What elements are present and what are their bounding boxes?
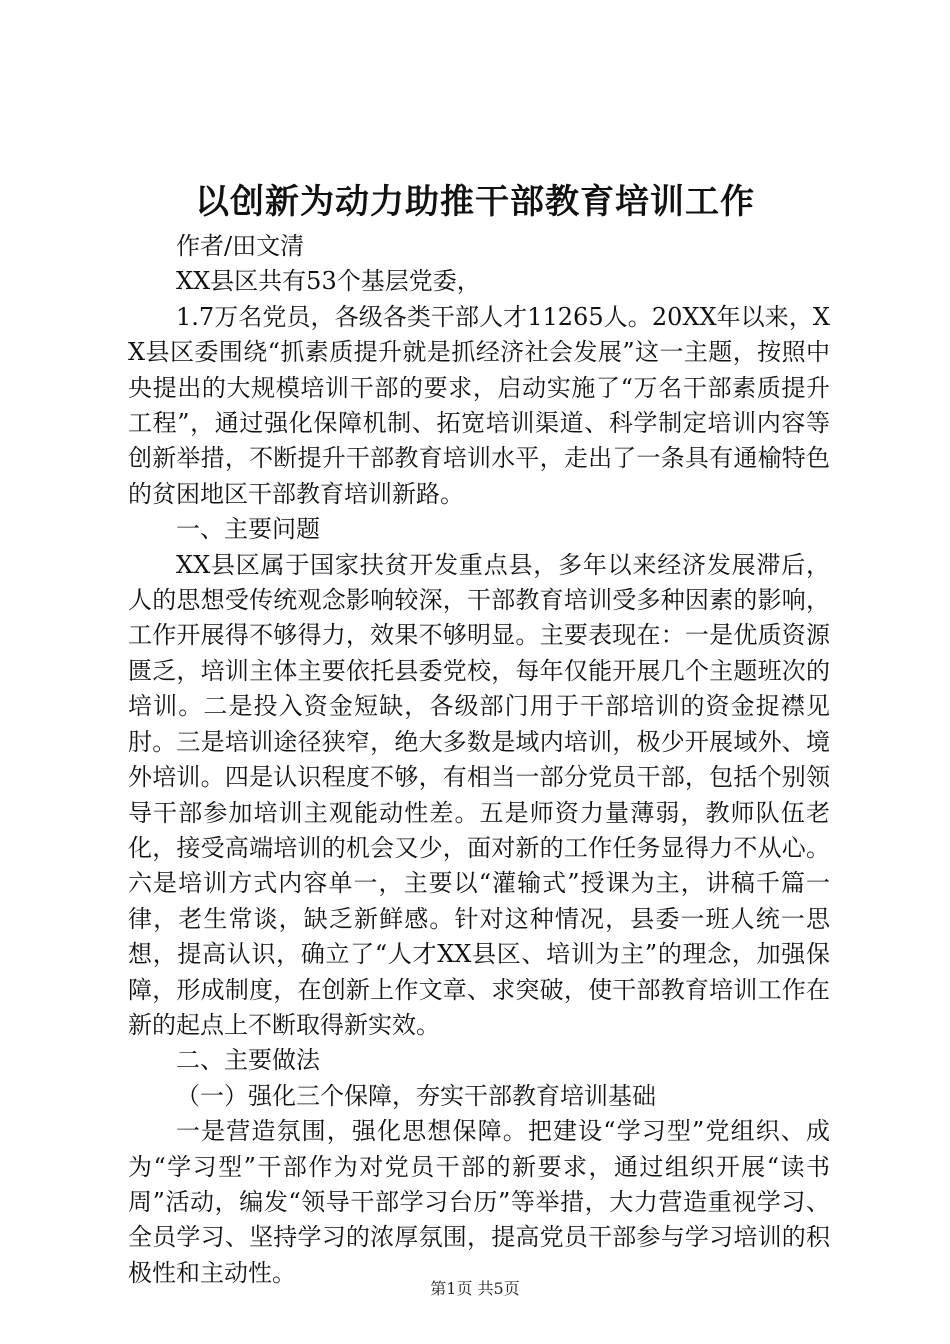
document-title: 以创新为动力助推干部教育培训工作 — [195, 182, 755, 222]
paragraph-intro-2: 1.7万名党员，各级各类干部人才11265人。20XX年以来，XX县区委围绕“抓素质提升就是抓经济社会发展”这一主题，按照中央提出的大规模培训干部的要求，启动实施了“万名干部素质提升工程”，通过强化保障机制、拓宽培训渠道、科学制定培训内容等创新举措，不断提升干部教育培训水平，走出了一条具有通榆特色的贫困地区干部教育培训新路。 — [128, 302, 830, 508]
paragraph-problems: XX县区属于国家扶贫开发重点县，多年以来经济发展滞后，人的思想受传统观念影响较深，干部教育培训受多种因素的影响，工作开展得不够得力，效果不够明显。主要表现在：一是优质资源匮乏，培训主体主要依托县委党校，每年仅能开展几个主题班次的培训。二是投入资金短缺，各级部门用于干部培训的资金捉襟见肘。三是培训途径狭窄，绝大多数是域内培训，极少开展域外、境外培训。四是认识程度不够，有相当一部分党员干部，包括个别领导干部参加培训主观能动性差。五是师资力量薄弱，教师队伍老化，接受高端培训的机会又少，面对新的工作任务显得力不从心。六是培训方式内容单一，主要以“灌输式”授课为主，讲稿千篇一律，老生常谈，缺乏新鲜感。针对这种情况，县委一班人统一思想，提高认识，确立了“人才XX县区、培训为主”的理念，加强保障，形成制度，在创新上作文章、求突破，使干部教育培训工作在新的起点上不断取得新实效。 — [128, 550, 830, 1039]
paragraph-intro-1: XX县区共有53个基层党委， — [176, 267, 481, 296]
section-heading-problems: 一、主要问题 — [176, 515, 320, 544]
author-line: 作者/田文清 — [176, 232, 305, 260]
paragraph-atmosphere: 一是营造氛围，强化思想保障。把建设“学习型”党组织、成为“学习型”干部作为对党员干部的新要求，通过组织开展“读书周”活动，编发“领导干部学习台历”等举措，大力营造重视学习、全员学习、坚持学习的浓厚氛围，提高党员干部参与学习培训的积极性和主动性。 — [128, 1117, 830, 1287]
page-number-footer: 第1页 共5页 — [430, 1279, 520, 1298]
subsection-heading-guarantees: （一）强化三个保障，夯实干部教育培训基础 — [176, 1081, 656, 1110]
section-heading-methods: 二、主要做法 — [176, 1046, 320, 1075]
document-body — [128, 229, 830, 1291]
